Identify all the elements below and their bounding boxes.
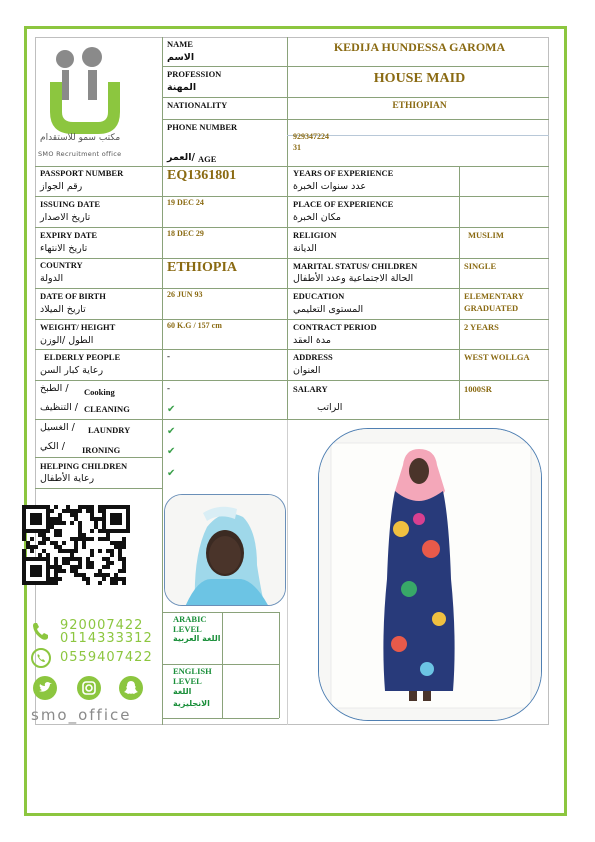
brand-arabic: مكتب سمو للاستقدام xyxy=(40,133,121,143)
english-level-ar-2: الانجليزية xyxy=(173,699,210,708)
expiry-value: 18 DEC 29 xyxy=(167,229,204,238)
ironing-label: IRONING xyxy=(82,445,121,455)
issuing-value: 19 DEC 24 xyxy=(167,198,204,207)
rule xyxy=(35,288,549,289)
rule xyxy=(35,488,162,489)
helping-check-icon: ✔ xyxy=(167,468,176,479)
whatsapp-icon xyxy=(30,647,52,669)
profession-value: HOUSE MAID xyxy=(373,71,466,86)
address-label: ADDRESS xyxy=(293,352,333,362)
brand-english: SMO Recruitment office xyxy=(38,150,122,158)
contact-block xyxy=(30,618,160,728)
cooking-label: Cooking xyxy=(84,387,115,397)
divider xyxy=(287,37,288,419)
age-value: 31 xyxy=(293,143,301,152)
address-label-ar: العنوان xyxy=(293,365,321,376)
years-label: YEARS OF EXPERIENCE xyxy=(293,168,394,178)
dob-value: 26 JUN 93 xyxy=(167,290,203,299)
religion-label: RELIGION xyxy=(293,230,337,240)
helping-label: HELPING CHILDREN xyxy=(40,461,128,471)
instagram-icon xyxy=(76,675,102,701)
phone-icon xyxy=(30,620,52,642)
passport-label-ar: رقم الجواز xyxy=(40,181,83,192)
helping-label-ar: رعاية الأطفال xyxy=(40,473,95,484)
rule xyxy=(35,457,162,458)
profession-label-ar: المهنة xyxy=(167,82,197,93)
country-label-ar: الدولة xyxy=(40,273,64,284)
salary-value: 1000SR xyxy=(464,384,492,394)
laundry-label-ar: الغسيل / xyxy=(40,422,75,433)
arabic-level-word: LEVEL xyxy=(173,624,202,634)
ironing-label-ar: الكي / xyxy=(40,441,65,452)
divider xyxy=(459,166,460,419)
phone-number-2: 0114333312 xyxy=(60,631,153,646)
full-body-photo xyxy=(318,428,542,721)
religion-value: MUSLIM xyxy=(468,230,504,240)
cleaning-label: CLEANING xyxy=(84,404,130,414)
marital-label-ar: الحالة الاجتماعية وعدد الأطفال xyxy=(293,273,414,284)
salary-label-ar: الراتب xyxy=(317,402,343,413)
dob-label: DATE OF BIRTH xyxy=(40,291,106,301)
rule xyxy=(35,196,549,197)
issuing-label-ar: تاريخ الاصدار xyxy=(40,212,91,223)
address-value: WEST WOLLGA xyxy=(464,352,530,362)
elderly-label-ar: رعاية كبار السن xyxy=(40,365,104,376)
age-label-ar: العمر/ xyxy=(167,152,195,163)
whatsapp-number: 0559407422 xyxy=(60,650,153,665)
expiry-label: EXPIRY DATE xyxy=(40,230,98,240)
rule xyxy=(162,66,549,67)
rule xyxy=(162,97,549,98)
english-level-label: ENGLISH xyxy=(173,666,212,676)
rule xyxy=(35,227,549,228)
country-value: ETHIOPIA xyxy=(167,260,238,275)
passport-value: EQ1361801 xyxy=(167,168,237,183)
ironing-check-icon: ✔ xyxy=(167,446,176,457)
passport-label: PASSPORT NUMBER xyxy=(40,168,124,178)
expiry-label-ar: تاريخ الانتهاء xyxy=(40,243,88,254)
twitter-icon xyxy=(32,675,58,701)
nationality-label: NATIONALITY xyxy=(167,100,228,110)
country-label: COUNTRY xyxy=(40,260,83,270)
issuing-label: ISSUING DATE xyxy=(40,199,101,209)
name-value: KEDIJA HUNDESSA GAROMA xyxy=(333,40,506,54)
weight-label: WEIGHT/ HEIGHT xyxy=(40,322,116,332)
arabic-level-label: ARABIC xyxy=(173,614,207,624)
cooking-label-ar: الطبخ / xyxy=(40,383,69,394)
name-label: NAME xyxy=(167,39,193,49)
age-label: AGE xyxy=(198,154,217,164)
phone-value: 929347224 xyxy=(293,132,329,141)
rule xyxy=(35,258,549,259)
divider xyxy=(162,37,163,725)
weight-value: 60 K.G / 157 cm xyxy=(167,321,222,330)
cleaning-label-ar: التنظيف / xyxy=(40,402,78,413)
marital-label: MARITAL STATUS/ CHILDREN xyxy=(293,261,418,271)
dob-label-ar: تاريخ الميلاد xyxy=(40,304,86,315)
portrait-photo xyxy=(164,494,286,606)
cooking-value: - xyxy=(167,383,170,393)
contract-label: CONTRACT PERIOD xyxy=(293,322,377,332)
contract-label-ar: مدة العقد xyxy=(293,335,331,346)
rule xyxy=(162,718,279,719)
education-value-1: ELEMENTARY xyxy=(464,291,524,301)
divider xyxy=(222,612,223,718)
marital-value: SINGLE xyxy=(464,261,497,271)
weight-label-ar: الطول /الوزن xyxy=(40,335,94,346)
english-level-word: LEVEL xyxy=(173,676,202,686)
rule xyxy=(162,119,549,120)
salary-label: SALARY xyxy=(293,384,328,394)
laundry-label: LAUNDRY xyxy=(88,425,131,435)
cleaning-check-icon: ✔ xyxy=(167,404,176,415)
rule xyxy=(35,349,549,350)
snapchat-icon xyxy=(118,675,144,701)
nationality-value: ETHIOPIAN xyxy=(392,101,447,111)
divider xyxy=(279,612,280,718)
contract-value: 2 YEARS xyxy=(464,322,499,332)
laundry-check-icon: ✔ xyxy=(167,426,176,437)
place-label: PLACE OF EXPERIENCE xyxy=(293,199,394,209)
elderly-value: - xyxy=(167,351,170,361)
social-handle: smo_office xyxy=(31,706,132,724)
qr-code-image xyxy=(22,505,132,587)
phone-number-1: 920007422 xyxy=(60,618,144,633)
rule xyxy=(35,419,549,420)
education-label-ar: المستوى التعليمي xyxy=(293,304,364,315)
rule xyxy=(35,319,549,320)
education-label: EDUCATION xyxy=(293,291,345,301)
profession-label: PROFESSION xyxy=(167,69,222,79)
place-label-ar: مكان الخبرة xyxy=(293,212,341,223)
years-label-ar: عدد سنوات الخبرة xyxy=(293,181,366,192)
religion-label-ar: الديانة xyxy=(293,243,317,254)
divider xyxy=(287,419,288,725)
rule xyxy=(35,166,549,167)
education-value-2: GRADUATED xyxy=(464,303,519,313)
rule xyxy=(162,664,279,665)
english-level-ar-1: اللغة xyxy=(173,687,192,696)
elderly-label: ELDERLY PEOPLE xyxy=(44,352,121,362)
rule xyxy=(162,612,279,613)
name-label-ar: الاسم xyxy=(167,52,195,63)
qr-code xyxy=(22,505,132,587)
arabic-level-ar: اللغة العربية xyxy=(173,634,221,643)
rule xyxy=(35,380,549,381)
phone-label: PHONE NUMBER xyxy=(167,122,238,132)
